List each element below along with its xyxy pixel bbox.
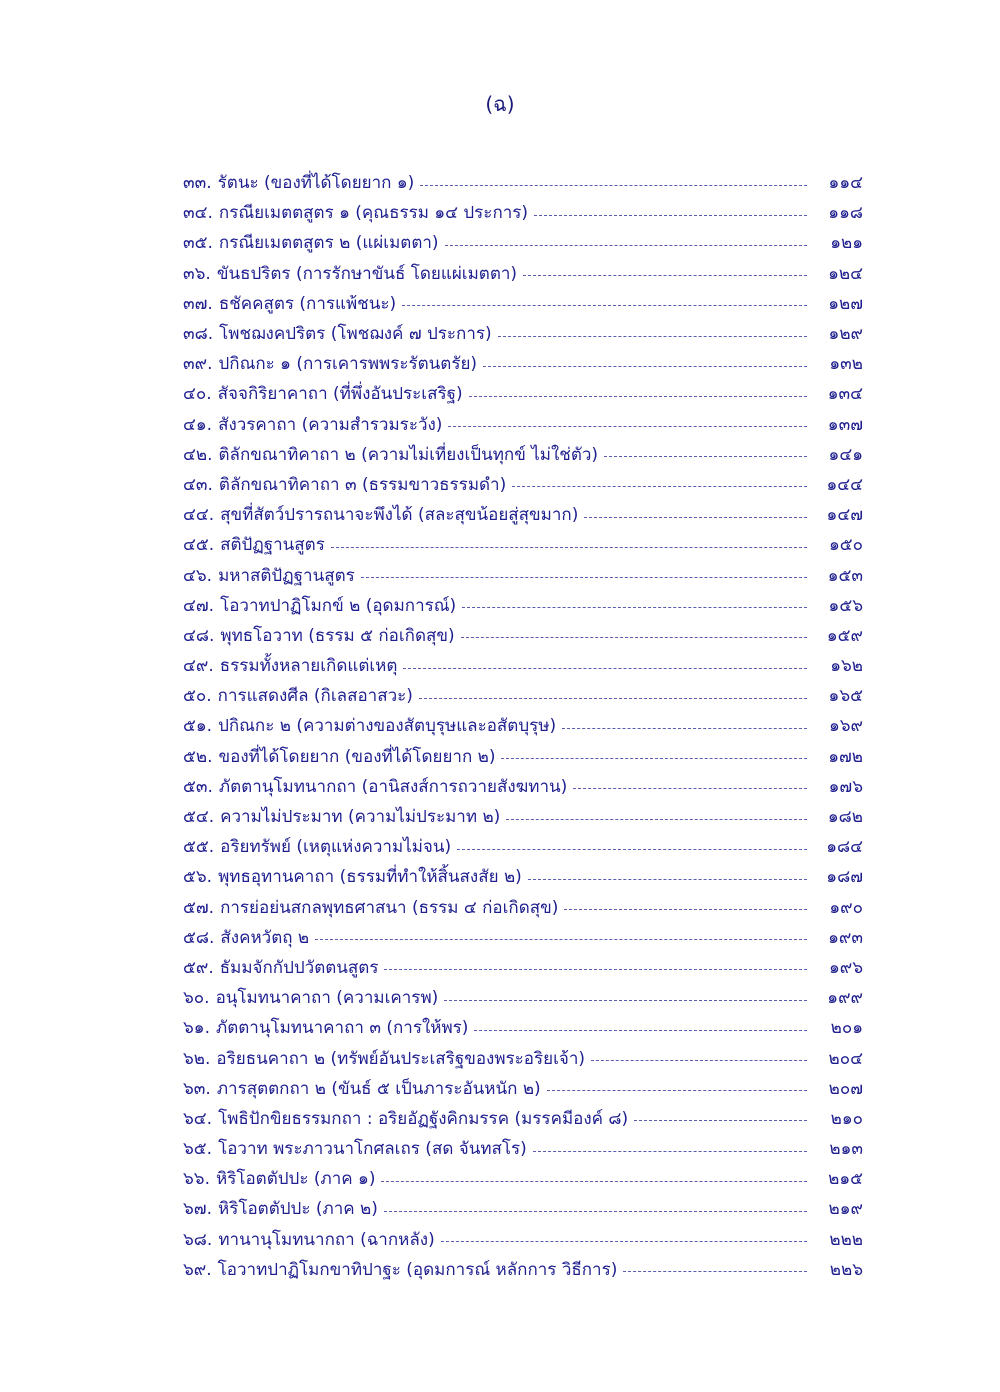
toc-entry-page: ๑๙๙ bbox=[827, 988, 863, 1009]
toc-entry-number: ๕๖. bbox=[183, 867, 213, 888]
toc-dot-leader bbox=[534, 215, 807, 216]
toc-entry-page: ๒๐๑ bbox=[830, 1018, 863, 1039]
toc-entry-title: ความไม่ประมาท (ความไม่ประมาท ๒) bbox=[220, 807, 501, 828]
toc-entry-title: สังคหวัตถุ ๒ bbox=[220, 927, 310, 948]
toc-entry bbox=[183, 772, 863, 802]
toc-entry bbox=[183, 893, 863, 923]
toc-entry bbox=[183, 470, 863, 500]
toc-dot-leader bbox=[361, 577, 807, 578]
toc-dot-leader bbox=[403, 668, 807, 669]
toc-entry-page: ๒๐๗ bbox=[828, 1078, 863, 1099]
toc-entry-page: ๑๓๗ bbox=[827, 414, 863, 435]
toc-entry-page: ๑๙๓ bbox=[828, 927, 863, 948]
toc-dot-leader bbox=[564, 909, 807, 910]
toc-entry bbox=[183, 440, 863, 470]
toc-entry bbox=[183, 1194, 863, 1224]
toc-entry bbox=[183, 228, 863, 258]
toc-entry-title: ปกิณกะ ๒ (ความต่างของสัตบุรุษและอสัตบุรุษ) bbox=[218, 716, 557, 737]
toc-entry-number: ๖๐. bbox=[183, 988, 210, 1009]
toc-entry-title: โอวาทปาฏิโมกขาทิปาฐะ (อุดมการณ์ หลักการ วิธีการ) bbox=[217, 1259, 618, 1280]
toc-entry-number: ๕๐. bbox=[183, 686, 212, 707]
toc-entry bbox=[183, 198, 863, 228]
toc-entry bbox=[183, 560, 863, 590]
toc-entry-title: ภัตตานุโมทนาคาถา ๓ (การให้พร) bbox=[216, 1018, 469, 1039]
toc-entry bbox=[183, 832, 863, 862]
toc-entry-number: ๕๕. bbox=[183, 837, 215, 858]
page-label: (ฉ) bbox=[485, 92, 515, 116]
toc-dot-leader bbox=[506, 819, 807, 820]
toc-dot-leader bbox=[634, 1120, 807, 1121]
toc-entry bbox=[183, 1225, 863, 1255]
toc-entry-page: ๑๓๔ bbox=[827, 384, 863, 405]
toc-dot-leader bbox=[402, 305, 807, 306]
toc-entry-title: โอวาท พระภาวนาโกศลเถร (สด จันทสโร) bbox=[218, 1139, 527, 1160]
toc-dot-leader bbox=[528, 879, 807, 880]
toc-entry-page: ๑๗๒ bbox=[828, 746, 863, 767]
toc-entry bbox=[183, 379, 863, 409]
toc-dot-leader bbox=[523, 275, 807, 276]
toc-entry-number: ๖๘. bbox=[183, 1229, 213, 1250]
toc-entry-title: อริยธนคาถา ๒ (ทรัพย์อันประเสริฐของพระอริยเจ้า) bbox=[216, 1048, 586, 1069]
toc-entry-number: ๔๑. bbox=[183, 414, 213, 435]
toc-entry-title: สังวรคาถา (ความสำรวมระวัง) bbox=[218, 414, 443, 435]
toc-entry bbox=[183, 953, 863, 983]
toc-entry-page: ๑๖๒ bbox=[830, 656, 863, 677]
toc-dot-leader bbox=[547, 1090, 807, 1091]
toc-dot-leader bbox=[512, 486, 807, 487]
toc-entry-title: ธรรมทั้งหลายเกิดแต่เหตุ bbox=[219, 656, 398, 677]
toc-entry-title: ของที่ได้โดยยาก (ของที่ได้โดยยาก ๒) bbox=[218, 746, 496, 767]
toc-entry-page: ๒๑๕ bbox=[828, 1169, 863, 1190]
toc-entry-title: ติลักขณาทิคาถา ๒ (ความไม่เที่ยงเป็นทุกข์ ไม่ใช่ตัว) bbox=[218, 444, 599, 465]
toc-entry-title: ภัตตานุโมทนากถา (อานิสงส์การถวายสังฆทาน) bbox=[218, 776, 568, 797]
toc-dot-leader bbox=[448, 426, 807, 427]
toc-entry-number: ๔๕. bbox=[183, 535, 215, 556]
toc-entry bbox=[183, 621, 863, 651]
toc-entry-title: ธัมมจักกัปปวัตตนสูตร bbox=[219, 957, 379, 978]
table-of-contents bbox=[183, 168, 863, 1285]
toc-dot-leader bbox=[315, 939, 807, 940]
toc-entry-number: ๔๙. bbox=[183, 656, 214, 677]
toc-entry bbox=[183, 983, 863, 1013]
toc-dot-leader bbox=[573, 788, 807, 789]
toc-entry bbox=[183, 319, 863, 349]
toc-dot-leader bbox=[419, 698, 807, 699]
toc-entry-number: ๖๕. bbox=[183, 1139, 213, 1160]
toc-entry-title: กรณียเมตตสูตร ๒ (แผ่เมตตา) bbox=[218, 233, 439, 254]
toc-entry-number: ๔๖. bbox=[183, 565, 213, 586]
toc-entry-number: ๖๓. bbox=[183, 1078, 211, 1099]
toc-entry-title: กรณียเมตตสูตร ๑ (คุณธรรม ๑๔ ประการ) bbox=[218, 203, 529, 224]
toc-entry bbox=[183, 591, 863, 621]
toc-entry-page: ๑๒๔ bbox=[828, 263, 863, 284]
toc-dot-leader bbox=[498, 336, 807, 337]
toc-entry-number: ๖๗. bbox=[183, 1199, 212, 1220]
toc-entry bbox=[183, 168, 863, 198]
toc-entry bbox=[183, 651, 863, 681]
toc-entry-number: ๖๑. bbox=[183, 1018, 210, 1039]
toc-entry bbox=[183, 289, 863, 319]
toc-dot-leader bbox=[462, 607, 807, 608]
toc-entry-page: ๑๕๓ bbox=[827, 565, 863, 586]
toc-entry-number: ๔๓. bbox=[183, 474, 213, 495]
toc-entry bbox=[183, 711, 863, 741]
toc-dot-leader bbox=[441, 1241, 807, 1242]
toc-entry-title: ธชัคคสูตร (การแพ้ชนะ) bbox=[218, 293, 397, 314]
toc-entry-page: ๑๘๗ bbox=[826, 867, 863, 888]
toc-entry bbox=[183, 1074, 863, 1104]
toc-entry-title: หิริโอตตัปปะ (ภาค ๑) bbox=[216, 1169, 376, 1190]
toc-entry-number: ๔๐. bbox=[183, 384, 212, 405]
toc-entry-title: การย่อย่นสกลพุทธศาสนา (ธรรม ๔ ก่อเกิดสุข) bbox=[220, 897, 559, 918]
toc-entry-number: ๔๒. bbox=[183, 444, 213, 465]
toc-entry-title: ขันธปริตร (การรักษาขันธ์ โดยแผ่เมตตา) bbox=[216, 263, 518, 284]
toc-entry-page: ๒๐๔ bbox=[828, 1048, 863, 1069]
toc-dot-leader bbox=[533, 1151, 807, 1152]
toc-entry bbox=[183, 1134, 863, 1164]
toc-entry-number: ๕๔. bbox=[183, 807, 215, 828]
toc-dot-leader bbox=[501, 758, 807, 759]
toc-entry-title: โพชฌงคปริตร (โพชฌงค์ ๗ ประการ) bbox=[219, 324, 492, 345]
toc-entry-page: ๑๘๒ bbox=[827, 807, 863, 828]
toc-entry-title: ภารสุตตกถา ๒ (ขันธ์ ๕ เป็นภาระอันหนัก ๒) bbox=[216, 1078, 541, 1099]
toc-entry-number: ๓๘. bbox=[183, 324, 214, 345]
toc-entry-number: ๓๙. bbox=[183, 354, 213, 375]
toc-entry bbox=[183, 1043, 863, 1073]
toc-entry-number: ๓๖. bbox=[183, 263, 211, 284]
toc-entry-title: โพธิปักขิยธรรมกถา : อริยอัฏฐังคิกมรรค (มรรคมีองค์ ๘) bbox=[218, 1108, 629, 1129]
toc-entry-page: ๑๙๖ bbox=[828, 957, 863, 978]
toc-dot-leader bbox=[562, 728, 807, 729]
toc-entry bbox=[183, 681, 863, 711]
toc-entry bbox=[183, 349, 863, 379]
toc-entry-number: ๕๑. bbox=[183, 716, 213, 737]
toc-entry-number: ๓๔. bbox=[183, 203, 213, 224]
toc-entry-title: รัตนะ (ของที่ได้โดยยาก ๑) bbox=[217, 173, 415, 194]
toc-entry-number: ๕๗. bbox=[183, 897, 215, 918]
toc-entry bbox=[183, 410, 863, 440]
toc-entry bbox=[183, 259, 863, 289]
toc-entry-page: ๑๔๑ bbox=[828, 444, 863, 465]
toc-entry-title: อนุโมทนาคาถา (ความเคารพ) bbox=[215, 988, 439, 1009]
toc-dot-leader bbox=[457, 849, 807, 850]
toc-entry-number: ๖๒. bbox=[183, 1048, 211, 1069]
toc-entry-number: ๓๕. bbox=[183, 233, 213, 254]
toc-dot-leader bbox=[444, 1000, 807, 1001]
toc-entry-page: ๑๒๗ bbox=[828, 293, 863, 314]
toc-entry-number: ๖๖. bbox=[183, 1169, 210, 1190]
toc-entry-number: ๕๙. bbox=[183, 957, 214, 978]
toc-entry-number: ๕๒. bbox=[183, 746, 213, 767]
toc-entry-page: ๑๖๙ bbox=[828, 716, 863, 737]
toc-entry bbox=[183, 923, 863, 953]
toc-entry bbox=[183, 802, 863, 832]
toc-entry-title: สุขที่สัตว์ปรารถนาจะพึงได้ (สละสุขน้อยสู่สุขมาก) bbox=[220, 505, 579, 526]
toc-entry-page: ๒๑๐ bbox=[830, 1108, 863, 1129]
toc-entry-number: ๔๔. bbox=[183, 505, 215, 526]
toc-dot-leader bbox=[623, 1271, 807, 1272]
toc-entry-title: สัจจกิริยาคาถา (ที่พึ่งอันประเสริฐ) bbox=[217, 384, 463, 405]
toc-dot-leader bbox=[384, 1211, 807, 1212]
toc-dot-leader bbox=[584, 517, 807, 518]
toc-entry-page: ๑๑๘ bbox=[828, 203, 863, 224]
toc-dot-leader bbox=[604, 456, 807, 457]
toc-entry-title: ติลักขณาทิคาถา ๓ (ธรรมขาวธรรมดำ) bbox=[218, 474, 507, 495]
toc-entry-title: สติปัฏฐานสูตร bbox=[220, 535, 325, 556]
toc-dot-leader bbox=[384, 969, 807, 970]
toc-entry-title: ทานานุโมทนากถา (ฉากหลัง) bbox=[218, 1229, 435, 1250]
toc-dot-leader bbox=[381, 1181, 807, 1182]
toc-entry-number: ๕๓. bbox=[183, 776, 213, 797]
toc-entry bbox=[183, 500, 863, 530]
toc-dot-leader bbox=[591, 1060, 807, 1061]
toc-entry-page: ๑๒๙ bbox=[828, 324, 863, 345]
toc-dot-leader bbox=[461, 637, 807, 638]
toc-dot-leader bbox=[420, 185, 807, 186]
toc-entry-number: ๔๘. bbox=[183, 625, 215, 646]
toc-entry-page: ๑๕๖ bbox=[828, 595, 863, 616]
toc-entry-page: ๒๒๒ bbox=[829, 1229, 863, 1250]
toc-entry bbox=[183, 1164, 863, 1194]
toc-entry-page: ๒๑๓ bbox=[829, 1139, 863, 1160]
toc-dot-leader bbox=[445, 245, 807, 246]
toc-entry-number: ๔๗. bbox=[183, 595, 215, 616]
toc-entry-page: ๑๘๔ bbox=[826, 837, 863, 858]
toc-entry bbox=[183, 1013, 863, 1043]
toc-entry bbox=[183, 1104, 863, 1134]
toc-entry-page: ๑๓๒ bbox=[829, 354, 863, 375]
toc-entry-page: ๑๙๐ bbox=[829, 897, 863, 918]
toc-entry-title: มหาสติปัฏฐานสูตร bbox=[218, 565, 355, 586]
toc-entry bbox=[183, 862, 863, 892]
toc-entry-title: อริยทรัพย์ (เหตุแห่งความไม่จน) bbox=[220, 837, 452, 858]
toc-entry-page: ๒๒๖ bbox=[829, 1259, 863, 1280]
toc-dot-leader bbox=[469, 396, 807, 397]
toc-entry-number: ๖๔. bbox=[183, 1108, 213, 1129]
toc-entry-page: ๑๒๑ bbox=[830, 233, 863, 254]
toc-entry-page: ๑๖๕ bbox=[828, 686, 863, 707]
toc-dot-leader bbox=[483, 366, 807, 367]
toc-entry-title: พุทธโอวาท (ธรรม ๕ ก่อเกิดสุข) bbox=[220, 625, 455, 646]
toc-dot-leader bbox=[331, 547, 807, 548]
toc-entry-number: ๖๙. bbox=[183, 1259, 212, 1280]
toc-entry-page: ๑๔๗ bbox=[826, 505, 863, 526]
toc-entry-title: การแสดงศีล (กิเลสอาสวะ) bbox=[217, 686, 413, 707]
toc-entry-page: ๑๕๙ bbox=[826, 625, 863, 646]
toc-entry-title: โอวาทปาฏิโมกข์ ๒ (อุดมการณ์) bbox=[220, 595, 457, 616]
toc-entry-page: ๑๕๐ bbox=[828, 535, 863, 556]
toc-entry-title: พุทธอุทานคาถา (ธรรมที่ทำให้สิ้นสงสัย ๒) bbox=[218, 867, 522, 888]
toc-entry-number: ๕๘. bbox=[183, 927, 215, 948]
toc-entry-page: ๒๑๙ bbox=[828, 1199, 863, 1220]
toc-dot-leader bbox=[474, 1030, 807, 1031]
toc-entry-page: ๑๗๖ bbox=[828, 776, 863, 797]
toc-entry bbox=[183, 530, 863, 560]
toc-entry-page: ๑๔๔ bbox=[826, 474, 863, 495]
toc-entry bbox=[183, 742, 863, 772]
toc-entry-title: หิริโอตตัปปะ (ภาค ๒) bbox=[217, 1199, 378, 1220]
toc-entry-title: ปกิณกะ ๑ (การเคารพพระรัตนตรัย) bbox=[218, 354, 478, 375]
toc-entry-number: ๓๗. bbox=[183, 293, 213, 314]
toc-entry bbox=[183, 1255, 863, 1285]
toc-entry-number: ๓๓. bbox=[183, 173, 212, 194]
toc-entry-page: ๑๑๔ bbox=[828, 173, 863, 194]
